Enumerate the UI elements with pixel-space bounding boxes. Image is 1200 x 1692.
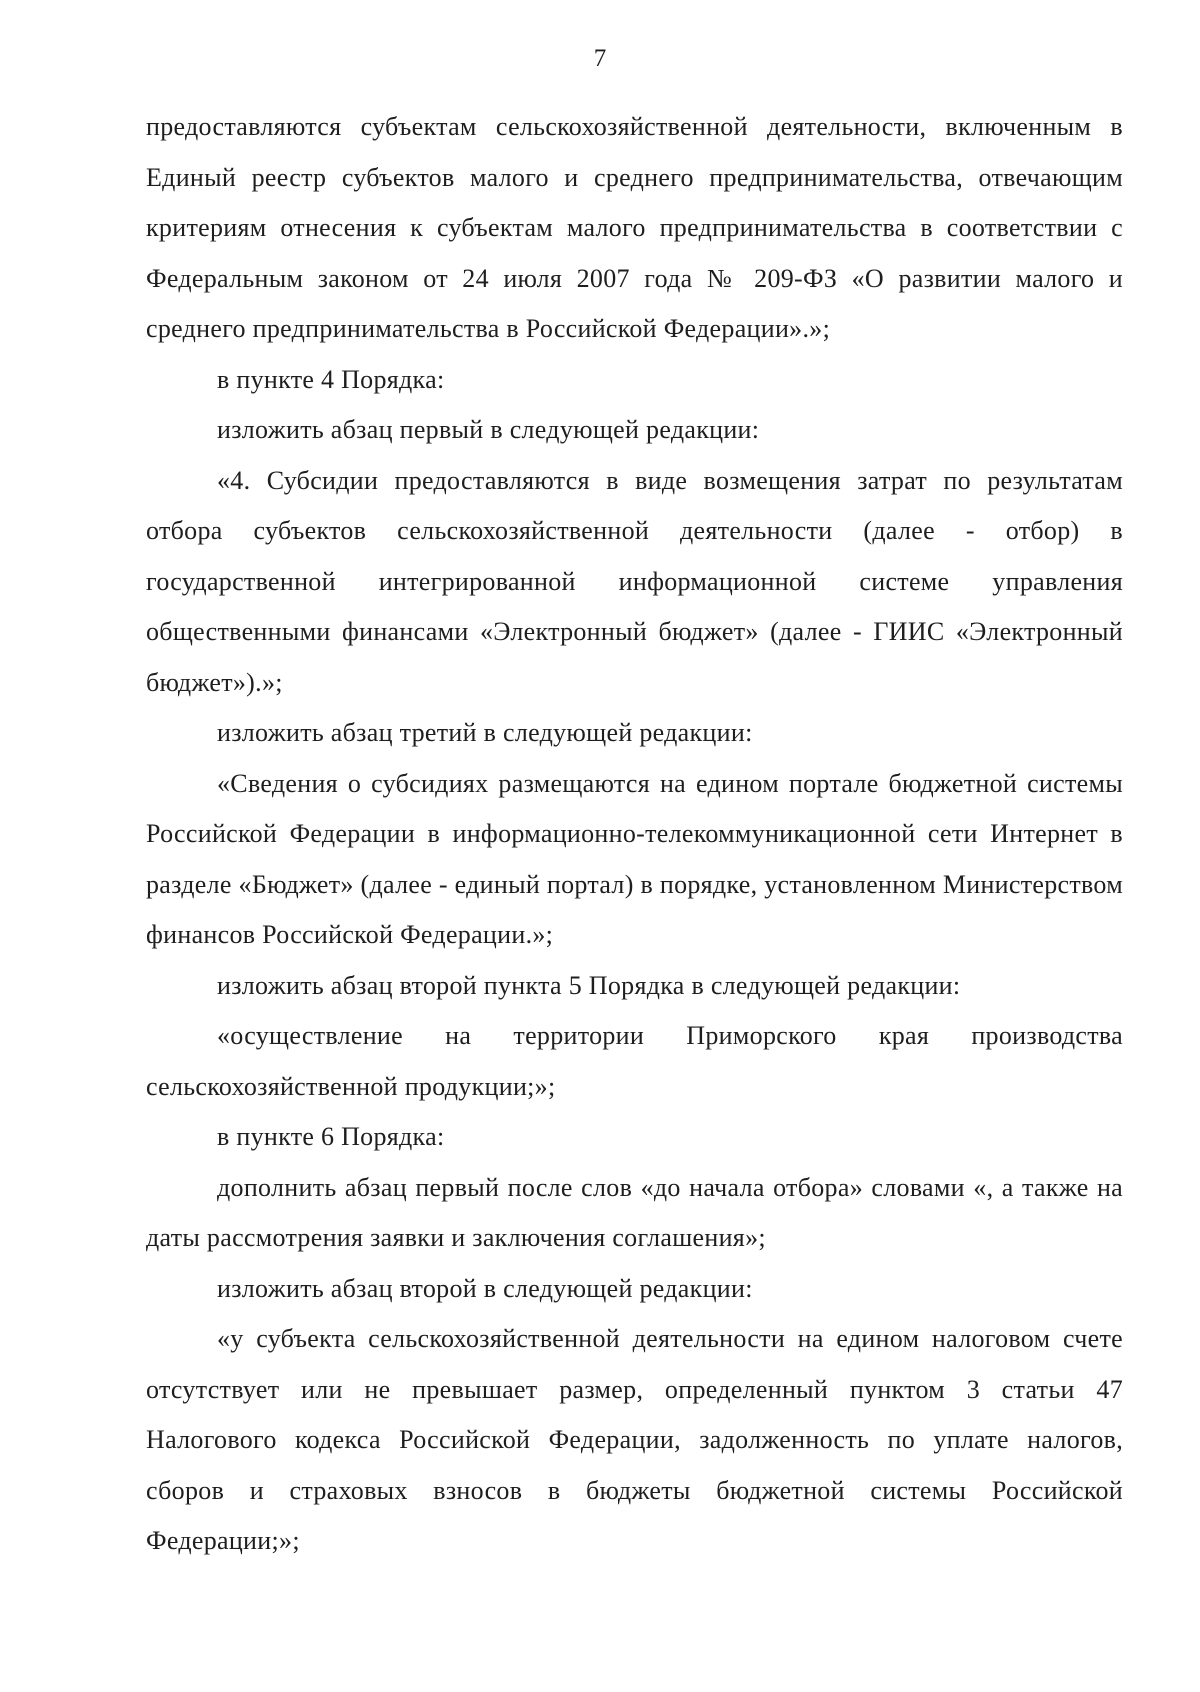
- page-number: 7: [593, 45, 607, 72]
- paragraph-point-4-heading: в пункте 4 Порядка:: [217, 364, 445, 394]
- paragraph-subsidy-info: «Сведения о субсидиях размещаются на едином портале бюджетной системы Российской Федерации в информационно-телекоммуникационной сети Интернет в разделе «Бюджет» (далее - единый портал) в порядке, установленном Министерством финансов Российской Федерации.»;: [146, 768, 1123, 949]
- paragraph-instruction-point-5: изложить абзац второй пункта 5 Порядка в следующей редакции:: [217, 970, 961, 1000]
- paragraph-instruction-first: изложить абзац первый в следующей редакции:: [217, 415, 760, 444]
- paragraph-instruction-third: изложить абзац третий в следующей редакции:: [217, 718, 753, 747]
- paragraph-point-6-heading: в пункте 6 Порядка:: [217, 1122, 445, 1151]
- paragraph-continuation: предоставляются субъектам сельскохозяйственной деятельности, включенным в Единый реестр субъектов малого и среднего предпринимательства, отвечающим критериям отнесения к субъектам малого предпринимательства в соответствии с Федеральным законом от 24 июля 2007 года № 209-ФЗ «О развитии малого и среднего предпринимательства в Российской Федерации».»;: [146, 112, 1123, 343]
- document-body: [146, 102, 1123, 1567]
- paragraph-tax-debt: «у субъекта сельскохозяйственной деятельности на едином налоговом счете отсутствует или не превышает размер, определенный пунктом 3 статьи 47 Налогового кодекса Российской Федерации, задолженность по уплате налогов, сборов и страховых взносов в бюджеты бюджетной системы Российской Федерации;»;: [146, 1324, 1123, 1555]
- paragraph-supplement-first: дополнить абзац первый после слов «до начала отбора» словами «, а также на даты рассмотрения заявки и заключения соглашения»;: [146, 1172, 1123, 1252]
- paragraph-production: «осуществление на территории Приморского края производства сельскохозяйственной продукции;»;: [146, 1021, 1123, 1101]
- paragraph-instruction-second: изложить абзац второй в следующей редакции:: [217, 1273, 753, 1303]
- paragraph-point-4-text: «4. Субсидии предоставляются в виде возмещения затрат по результатам отбора субъектов сельскохозяйственной деятельности (далее - отбор) в государственной интегрированной информационной системе управления общественными финансами «Электронный бюджет» (далее - ГИИС «Электронный бюджет»).»;: [146, 465, 1123, 697]
